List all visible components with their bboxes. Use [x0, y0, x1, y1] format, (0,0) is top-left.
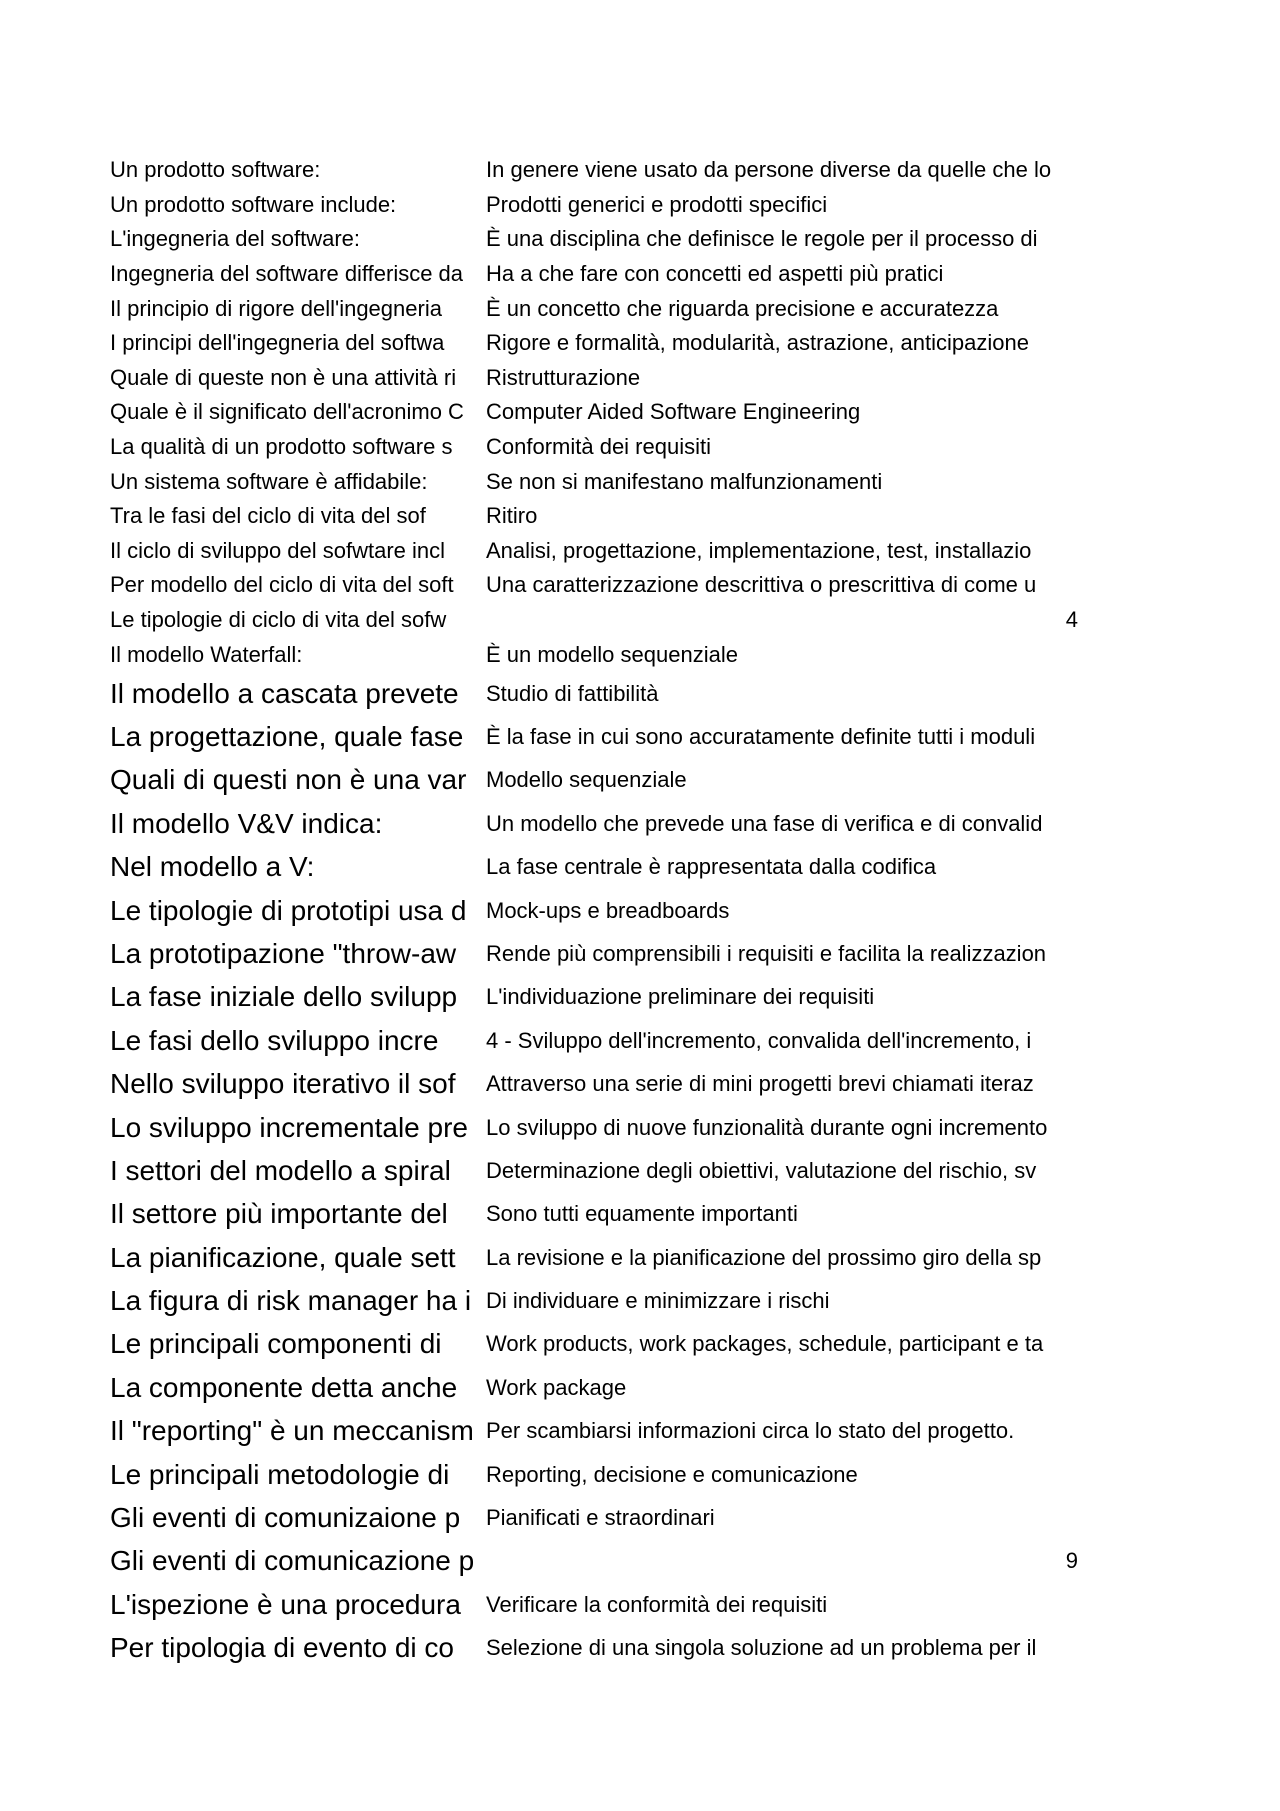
answer-cell[interactable]: È un concetto che riguarda precisione e accuratezza	[486, 295, 999, 321]
answer-cell[interactable]: Reporting, decisione e comunicazione	[486, 1461, 858, 1487]
question-cell[interactable]: Le tipologie di prototipi usa d	[110, 894, 467, 926]
answer-cell[interactable]: Per scambiarsi informazioni circa lo stato del progetto.	[486, 1418, 1015, 1444]
table-row	[110, 464, 1080, 499]
table-row	[110, 1193, 1080, 1236]
question-cell[interactable]: Quali di questi non è una var	[110, 764, 467, 796]
question-cell[interactable]: La prototipazione "throw-aw	[110, 937, 457, 969]
answer-cell[interactable]: La revisione e la pianificazione del prossimo giro della sp	[486, 1244, 1042, 1270]
answer-cell[interactable]: Conformità dei requisiti	[486, 434, 711, 460]
table-row	[110, 1366, 1080, 1409]
question-cell[interactable]: Nel modello a V:	[110, 851, 315, 883]
table-row	[110, 395, 1080, 430]
question-cell[interactable]: Le fasi dello sviluppo incre	[110, 1024, 439, 1056]
answer-cell[interactable]: È una disciplina che definisce le regole per il processo di	[486, 226, 1038, 252]
question-cell[interactable]: Gli eventi di comunicazione p	[110, 1545, 475, 1577]
question-cell[interactable]: Le principali metodologie di	[110, 1458, 450, 1490]
table-row	[110, 1279, 1080, 1322]
question-cell[interactable]: Un prodotto software include:	[110, 191, 397, 217]
answer-cell[interactable]: Mock-ups e breadboards	[486, 897, 730, 923]
answer-cell[interactable]: In genere viene usato da persone diverse da quelle che lo	[486, 157, 1052, 183]
answer-cell[interactable]: Computer Aided Software Engineering	[486, 399, 861, 425]
question-cell[interactable]: La progettazione, quale fase	[110, 720, 464, 752]
question-cell[interactable]: Gli eventi di comunizaione p	[110, 1502, 461, 1534]
answer-cell[interactable]: Analisi, progettazione, implementazione, test, installazio	[486, 537, 1032, 563]
table-row	[110, 1019, 1080, 1062]
answer-cell[interactable]: Selezione di una singola soluzione ad un problema per il	[486, 1635, 1037, 1661]
answer-cell[interactable]: Lo sviluppo di nuove funzionalità durante ogni incremento	[486, 1114, 1048, 1140]
table-row	[110, 932, 1080, 975]
question-cell[interactable]: Quale è il significato dell'acronimo C	[110, 399, 464, 425]
answer-cell[interactable]: Se non si manifestano malfunzionamenti	[486, 468, 883, 494]
table-row	[110, 361, 1080, 396]
question-cell[interactable]: Lo sviluppo incrementale pre	[110, 1111, 468, 1143]
answer-cell[interactable]: È un modello sequenziale	[486, 641, 738, 667]
question-cell[interactable]: Per modello del ciclo di vita del soft	[110, 572, 454, 598]
question-cell[interactable]: Tra le fasi del ciclo di vita del sof	[110, 503, 426, 529]
table-row	[110, 568, 1080, 603]
answer-cell[interactable]: 4	[1065, 607, 1078, 633]
question-cell[interactable]: Il ciclo di sviluppo del sofwtare incl	[110, 537, 446, 563]
answer-cell[interactable]: Di individuare e minimizzare i rischi	[486, 1288, 830, 1314]
table-row	[110, 1410, 1080, 1453]
table-row	[110, 845, 1080, 888]
answer-cell[interactable]: Modello sequenziale	[486, 767, 687, 793]
table-row	[110, 291, 1080, 326]
answer-cell[interactable]: Prodotti generici e prodotti specifici	[486, 191, 828, 217]
table-row	[110, 153, 1080, 188]
table-row	[110, 672, 1080, 715]
question-cell[interactable]: Le principali componenti di	[110, 1328, 442, 1360]
question-cell[interactable]: Il modello V&V indica:	[110, 807, 383, 839]
table-row	[110, 1583, 1080, 1626]
question-cell[interactable]: La pianificazione, quale sett	[110, 1241, 456, 1273]
table-row	[110, 1323, 1080, 1366]
question-cell[interactable]: I principi dell'ingegneria del softwa	[110, 330, 445, 356]
table-row	[110, 802, 1080, 845]
answer-cell[interactable]: Ristrutturazione	[486, 364, 641, 390]
table-row	[110, 1453, 1080, 1496]
answer-cell[interactable]: È la fase in cui sono accuratamente definite tutti i moduli	[486, 723, 1036, 749]
table-row	[110, 222, 1080, 257]
table-row	[110, 1236, 1080, 1279]
answer-cell[interactable]: La fase centrale è rappresentata dalla codifica	[486, 854, 937, 880]
table-row	[110, 759, 1080, 802]
table-row	[110, 976, 1080, 1019]
table-row	[110, 637, 1080, 672]
answer-cell[interactable]: Una caratterizzazione descrittiva o prescrittiva di come u	[486, 572, 1037, 598]
question-cell[interactable]: L'ingegneria del software:	[110, 226, 361, 252]
table-row	[110, 1540, 1080, 1583]
question-cell[interactable]: Ingegneria del software differisce da	[110, 261, 464, 287]
answer-cell[interactable]: Ha a che fare con concetti ed aspetti più pratici	[486, 261, 944, 287]
question-cell[interactable]: Il modello a cascata prevete	[110, 677, 459, 709]
table-row	[110, 1106, 1080, 1149]
question-cell[interactable]: Un prodotto software:	[110, 157, 321, 183]
question-cell[interactable]: La figura di risk manager ha i	[110, 1285, 472, 1317]
question-cell[interactable]: Il "reporting" è un meccanism	[110, 1415, 474, 1447]
answer-cell[interactable]: Attraverso una serie di mini progetti brevi chiamati iteraz	[486, 1071, 1034, 1097]
answer-cell[interactable]: Pianificati e straordinari	[486, 1505, 715, 1531]
table-row	[110, 1627, 1080, 1670]
answer-cell[interactable]: Work products, work packages, schedule, participant e ta	[486, 1331, 1044, 1357]
table-row	[110, 603, 1080, 638]
answer-cell[interactable]: L'individuazione preliminare dei requisiti	[486, 984, 875, 1010]
question-cell[interactable]: Nello sviluppo iterativo il sof	[110, 1068, 456, 1100]
table-row	[110, 188, 1080, 223]
table-row	[110, 430, 1080, 465]
question-cell[interactable]: I settori del modello a spiral	[110, 1154, 451, 1186]
question-cell[interactable]: La fase iniziale dello svilupp	[110, 981, 458, 1013]
table-row	[110, 1062, 1080, 1105]
table-row	[110, 534, 1080, 569]
table-row	[110, 889, 1080, 932]
spreadsheet-sheet	[110, 153, 1080, 1670]
answer-cell[interactable]: Work package	[486, 1374, 627, 1400]
answer-cell[interactable]: 4 - Sviluppo dell'incremento, convalida dell'incremento, i	[486, 1027, 1032, 1053]
answer-cell[interactable]: Sono tutti equamente importanti	[486, 1201, 798, 1227]
answer-cell[interactable]: Rigore e formalità, modularità, astrazione, anticipazione	[486, 330, 1029, 356]
question-cell[interactable]: La componente detta anche	[110, 1371, 458, 1403]
answer-cell[interactable]: Studio di fattibilità	[486, 680, 659, 706]
table-row	[110, 326, 1080, 361]
answer-cell[interactable]: Un modello che prevede una fase di verifica e di convalid	[486, 810, 1043, 836]
question-cell[interactable]: Il principio di rigore dell'ingegneria	[110, 295, 442, 321]
question-cell[interactable]: Il settore più importante del	[110, 1198, 448, 1230]
question-cell[interactable]: Un sistema software è affidabile:	[110, 468, 428, 494]
question-cell[interactable]: Le tipologie di ciclo di vita del sofw	[110, 607, 447, 633]
table-row	[110, 715, 1080, 758]
table-row	[110, 1149, 1080, 1192]
table-row	[110, 499, 1080, 534]
question-cell[interactable]: L'ispezione è una procedura	[110, 1588, 461, 1620]
question-cell[interactable]: Il modello Waterfall:	[110, 641, 303, 667]
question-cell[interactable]: Per tipologia di evento di co	[110, 1632, 454, 1664]
answer-cell[interactable]: Rende più comprensibili i requisiti e facilita la realizzazion	[486, 940, 1047, 966]
table-row	[110, 257, 1080, 292]
answer-cell[interactable]: Determinazione degli obiettivi, valutazione del rischio, sv	[486, 1157, 1037, 1183]
answer-cell[interactable]: Verificare la conformità dei requisiti	[486, 1591, 828, 1617]
answer-cell[interactable]: Ritiro	[486, 503, 538, 529]
answer-cell[interactable]: 9	[1065, 1548, 1078, 1574]
question-cell[interactable]: La qualità di un prodotto software s	[110, 434, 453, 460]
question-cell[interactable]: Quale di queste non è una attività ri	[110, 364, 457, 390]
table-row	[110, 1496, 1080, 1539]
